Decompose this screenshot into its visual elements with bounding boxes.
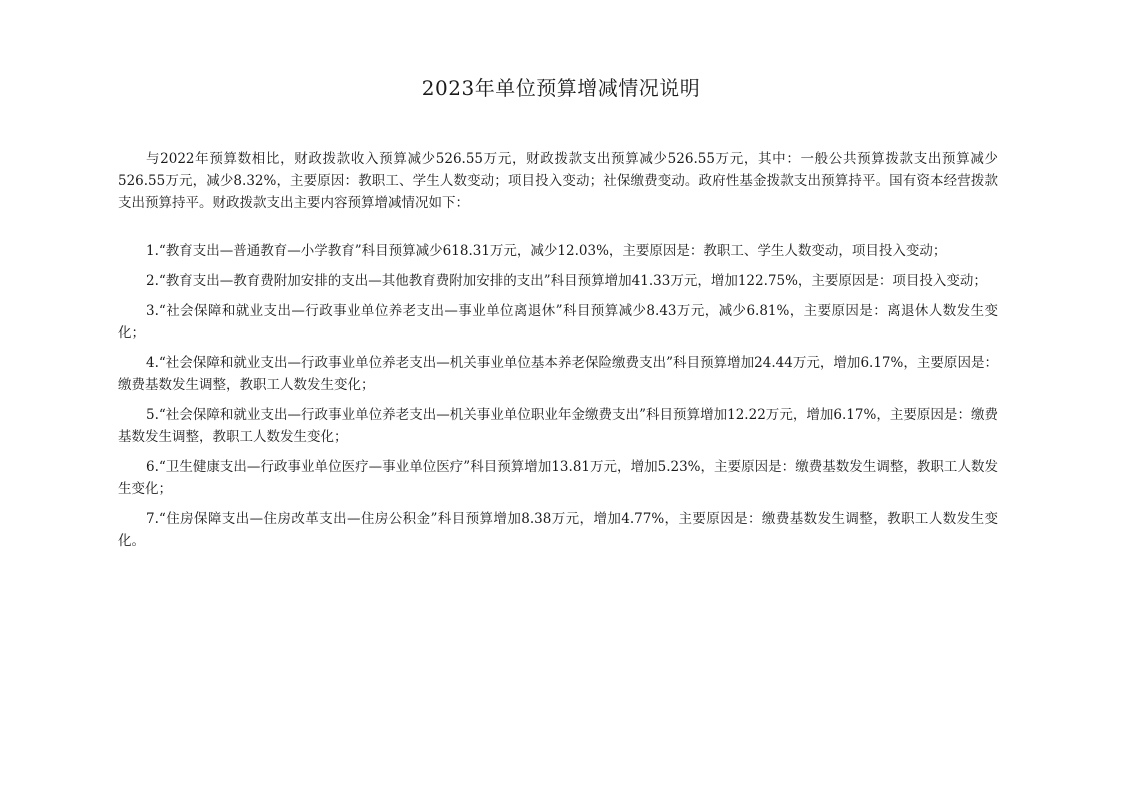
page-title: 2023年单位预算增减情况说明 bbox=[421, 76, 701, 100]
list-item: 7.“住房保障支出—住房改革支出—住房公积金”科目预算增加8.38万元，增加4.77%，主要原因是：缴费基数发生调整，教职工人数发生变化。 bbox=[118, 511, 998, 549]
list-item: 4.“社会保障和就业支出—行政事业单位养老支出—机关事业单位基本养老保险缴费支出”科目预算增加24.44万元，增加6.17%，主要原因是：缴费基数发生调整，教职工人数发生变化； bbox=[118, 355, 998, 393]
list-item: 2.“教育支出—教育费附加安排的支出—其他教育费附加安排的支出”科目预算增加41.33万元，增加122.75%，主要原因是：项目投入变动； bbox=[146, 273, 987, 289]
intro-paragraph: 与2022年预算数相比，财政拨款收入预算减少526.55万元，财政拨款支出预算减少526.55万元，其中：一般公共预算拨款支出预算减少526.55万元，减少8.32%，主要原因：教职工、学生人数变动；项目投入变动；社保缴费变动。政府性基金拨款支出预算持平。国有资本经营拨款支出预算持平。财政拨款支出主要内容预算增减情况如下： bbox=[118, 151, 998, 211]
list-item: 5.“社会保障和就业支出—行政事业单位养老支出—机关事业单位职业年金缴费支出”科目预算增加12.22万元，增加6.17%，主要原因是：缴费基数发生调整，教职工人数发生变化； bbox=[118, 407, 998, 445]
list-item: 1.“教育支出—普通教育—小学教育”科目预算减少618.31万元，减少12.03%，主要原因是：教职工、学生人数变动，项目投入变动； bbox=[146, 243, 947, 259]
list-item: 6.“卫生健康支出—行政事业单位医疗—事业单位医疗”科目预算增加13.81万元，增加5.23%，主要原因是：缴费基数发生调整，教职工人数发生变化； bbox=[118, 459, 998, 497]
list-item: 3.“社会保障和就业支出—行政事业单位养老支出—事业单位离退休”科目预算减少8.43万元，减少6.81%，主要原因是：离退休人数发生变化； bbox=[118, 303, 998, 341]
document-body bbox=[118, 148, 998, 560]
